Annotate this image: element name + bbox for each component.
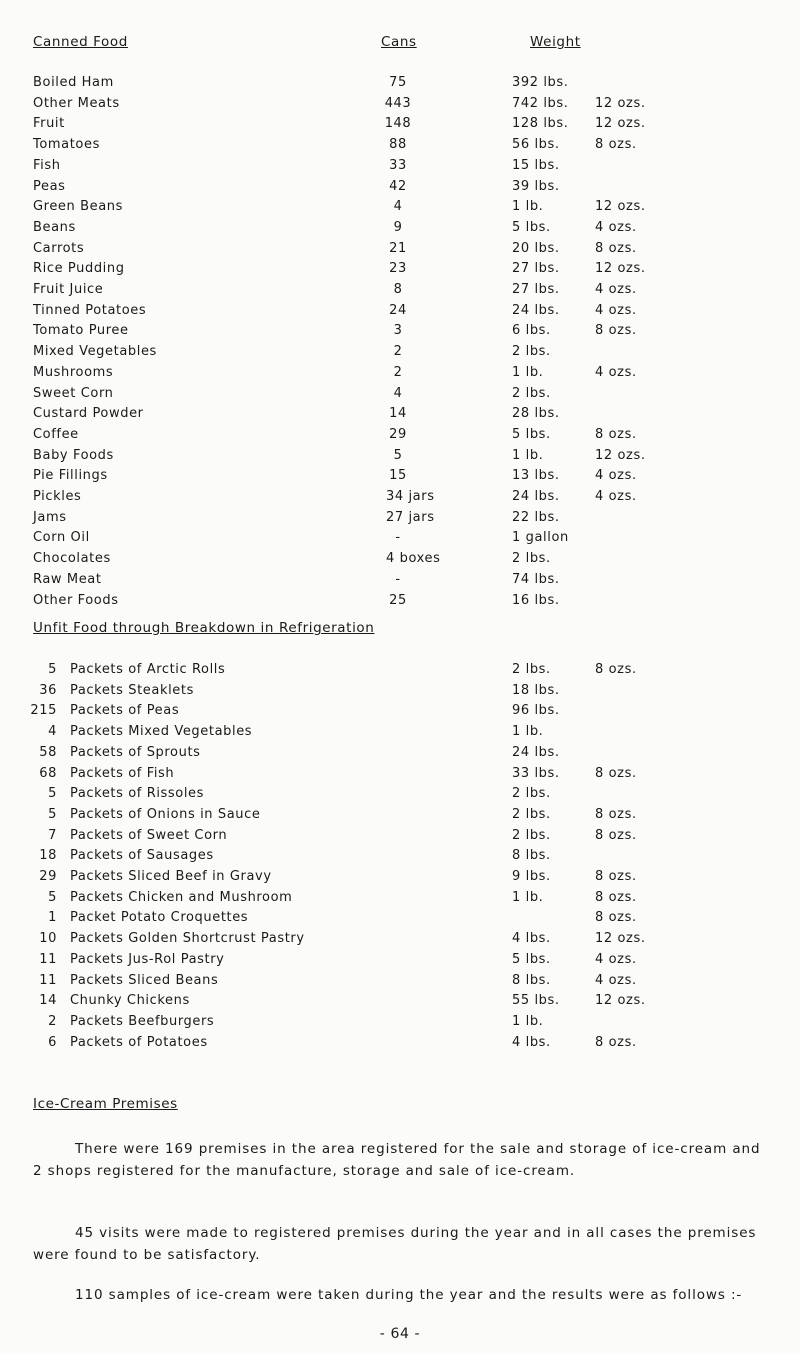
table-row — [0, 404, 800, 424]
weight-ozs: 12 ozs. — [595, 261, 646, 277]
cans-count: 88 — [389, 137, 407, 153]
food-item-name: Fruit — [33, 116, 65, 132]
table-row — [0, 1012, 800, 1032]
ice-cream-title: Ice-Cream Premises — [33, 1096, 178, 1112]
table-row — [0, 466, 800, 486]
table-row — [0, 280, 800, 300]
weight-lbs: 24 lbs. — [512, 744, 560, 760]
table-row — [0, 528, 800, 548]
packet-quantity: 6 — [48, 1034, 57, 1050]
cans-count: 34 jars — [386, 489, 435, 504]
cans-count: 4 — [393, 199, 403, 215]
weight-ozs: 8 ozs. — [595, 910, 637, 926]
weight-lbs: 55 lbs. — [512, 993, 560, 1009]
table-row — [0, 321, 800, 341]
weight-lbs: 27 lbs. — [512, 261, 560, 277]
table-row — [0, 722, 800, 742]
food-item-name: Mushrooms — [33, 364, 114, 380]
table-row — [0, 701, 800, 721]
packet-description: Packet Potato Croquettes — [70, 910, 249, 926]
food-item-name: Fruit Juice — [33, 282, 104, 297]
weight-lbs: 6 lbs. — [512, 323, 551, 339]
food-item-name: Peas — [33, 178, 66, 194]
cans-count: 4 — [393, 385, 403, 401]
food-item-name: Jams — [33, 509, 67, 525]
food-item-name: Beans — [33, 219, 76, 235]
packet-description: Packets of Sweet Corn — [70, 827, 228, 843]
weight-lbs: 5 lbs. — [512, 426, 551, 442]
weight-lbs: 1 lb. — [512, 199, 544, 215]
weight-lbs: 1 lb. — [512, 889, 544, 905]
food-item-name: Baby Foods — [33, 447, 114, 463]
food-item-name: Other Meats — [33, 95, 120, 111]
table-row — [0, 301, 800, 321]
weight-lbs: 22 lbs. — [512, 509, 560, 525]
cans-count: - — [395, 530, 401, 546]
weight-ozs: 12 ozs. — [595, 199, 646, 215]
table-row — [0, 805, 800, 825]
packet-description: Packets of Sprouts — [70, 744, 201, 760]
weight-lbs: 27 lbs. — [512, 282, 560, 297]
weight-lbs: 2 lbs. — [512, 786, 551, 802]
weight-lbs: 15 lbs. — [512, 157, 560, 173]
table-row — [0, 1033, 800, 1053]
cans-count: 14 — [389, 406, 407, 422]
table-row — [0, 549, 800, 569]
ice-cream-paragraph-2 — [33, 1222, 773, 1266]
weight-ozs: 8 ozs. — [595, 806, 637, 822]
weight-lbs: 4 lbs. — [512, 931, 551, 947]
weight-ozs: 8 ozs. — [595, 827, 637, 843]
packet-description: Packets of Fish — [70, 765, 175, 781]
cans-count: 23 — [389, 261, 407, 277]
cans-count: - — [395, 571, 401, 587]
food-item-name: Raw Meat — [33, 571, 102, 587]
weight-lbs: 20 lbs. — [512, 240, 560, 256]
table-row — [0, 239, 800, 259]
paragraph-text: 45 visits were made to registered premises during the year and in all cases the premises were found to be satisfactory. — [33, 1225, 757, 1263]
table-row — [0, 177, 800, 197]
weight-lbs: 13 lbs. — [512, 468, 560, 484]
ice-cream-paragraph-3 — [33, 1284, 773, 1306]
food-item-name: Tomato Puree — [33, 323, 129, 339]
cans-count: 24 — [389, 302, 407, 318]
table-row — [0, 784, 800, 804]
table-row — [0, 660, 800, 680]
table-row — [0, 867, 800, 887]
weight-ozs: 4 ozs. — [595, 364, 637, 380]
packet-quantity: 1 — [48, 910, 57, 926]
packet-description: Chunky Chickens — [70, 993, 190, 1009]
weight-ozs: 12 ozs. — [595, 116, 646, 132]
weight-ozs: 4 ozs. — [595, 219, 637, 235]
cans-count: 5 — [393, 447, 403, 463]
packet-description: Packets of Peas — [70, 703, 180, 719]
packet-description: Packets Jus-Rol Pastry — [70, 951, 225, 967]
food-item-name: Sweet Corn — [33, 385, 114, 401]
cans-count: 2 — [393, 344, 403, 360]
food-item-name: Tinned Potatoes — [33, 302, 147, 318]
table-row — [0, 570, 800, 590]
cans-count: 4 boxes — [386, 551, 441, 567]
table-row — [0, 929, 800, 949]
weight-lbs: 1 lb. — [512, 1013, 544, 1029]
weight-ozs: 12 ozs. — [595, 993, 646, 1009]
cans-count: 148 — [384, 116, 412, 132]
food-item-name: Custard Powder — [33, 406, 144, 422]
food-item-name: Carrots — [33, 240, 85, 256]
packet-description: Packets Sliced Beans — [70, 972, 219, 988]
weight-lbs: 2 lbs. — [512, 385, 551, 401]
ice-cream-paragraph-1 — [33, 1138, 773, 1182]
weight-lbs: 1 lb. — [512, 724, 544, 740]
food-item-name: Tomatoes — [33, 137, 100, 153]
header-cans: Cans — [381, 34, 417, 50]
weight-lbs: 2 lbs. — [512, 806, 551, 822]
table-row — [0, 950, 800, 970]
weight-lbs: 5 lbs. — [512, 951, 551, 967]
weight-lbs: 16 lbs. — [512, 592, 560, 608]
packet-quantity: 215 — [30, 703, 57, 719]
packet-quantity: 5 — [48, 889, 57, 905]
page-number: - 64 - — [379, 1326, 421, 1342]
packet-quantity: 36 — [39, 682, 57, 698]
packet-quantity: 7 — [48, 827, 57, 843]
packet-quantity: 10 — [39, 931, 57, 947]
table-row — [0, 487, 800, 507]
food-item-name: Coffee — [33, 426, 79, 442]
table-row — [0, 908, 800, 928]
packet-quantity: 68 — [39, 765, 57, 781]
table-row — [0, 681, 800, 701]
food-item-name: Pie Fillings — [33, 468, 108, 484]
packet-quantity: 11 — [39, 972, 57, 988]
weight-ozs: 8 ozs. — [595, 1034, 637, 1050]
packet-description: Packets of Sausages — [70, 848, 214, 864]
cans-count: 21 — [389, 240, 407, 256]
food-item-name: Corn Oil — [33, 530, 90, 546]
table-row — [0, 764, 800, 784]
cans-count: 42 — [389, 178, 407, 194]
food-item-name: Rice Pudding — [33, 261, 125, 277]
food-item-name: Green Beans — [33, 199, 123, 215]
weight-lbs: 28 lbs. — [512, 406, 560, 422]
weight-ozs: 8 ozs. — [595, 869, 637, 884]
weight-ozs: 12 ozs. — [595, 95, 646, 111]
packet-quantity: 5 — [48, 786, 57, 802]
weight-lbs: 2 lbs. — [512, 551, 551, 567]
packet-quantity: 5 — [48, 662, 57, 677]
food-item-name: Fish — [33, 157, 61, 173]
packet-description: Packets of Onions in Sauce — [70, 806, 261, 822]
food-item-name: Mixed Vegetables — [33, 344, 157, 360]
packet-quantity: 4 — [48, 724, 57, 740]
table-row — [0, 156, 800, 176]
packet-quantity: 18 — [39, 848, 57, 864]
packet-quantity: 5 — [48, 806, 57, 822]
weight-lbs: 2 lbs. — [512, 827, 551, 843]
packet-description: Packets Mixed Vegetables — [70, 724, 253, 740]
cans-count: 9 — [393, 219, 403, 235]
table-row — [0, 888, 800, 908]
food-item-name: Boiled Ham — [33, 75, 114, 90]
cans-count: 75 — [389, 75, 407, 90]
paragraph-text: There were 169 premises in the area registered for the sale and storage of ice-cream and 2 shops registered for the manufacture, storage and sale of ice-cream. — [33, 1141, 761, 1179]
weight-ozs: 8 ozs. — [595, 137, 637, 153]
table-row — [0, 114, 800, 134]
cans-count: 33 — [389, 157, 407, 173]
refrigeration-title: Unfit Food through Breakdown in Refrigeration — [33, 620, 375, 636]
weight-lbs: 1 lb. — [512, 364, 544, 380]
weight-lbs: 4 lbs. — [512, 1034, 551, 1050]
packet-description: Packets Beefburgers — [70, 1013, 215, 1029]
food-item-name: Chocolates — [33, 551, 111, 567]
cans-count: 27 jars — [386, 509, 435, 525]
packet-description: Packets of Rissoles — [70, 786, 205, 802]
weight-lbs: 742 lbs. — [512, 95, 569, 111]
table-row — [0, 342, 800, 362]
header-canned-food: Canned Food — [33, 34, 128, 50]
weight-ozs: 4 ozs. — [595, 302, 637, 318]
weight-lbs: 96 lbs. — [512, 703, 560, 719]
weight-lbs: 33 lbs. — [512, 765, 560, 781]
food-item-name: Pickles — [33, 489, 82, 504]
table-row — [0, 197, 800, 217]
header-weight: Weight — [530, 34, 581, 50]
cans-count: 8 — [393, 282, 403, 297]
weight-lbs: 24 lbs. — [512, 302, 560, 318]
cans-count: 25 — [389, 592, 407, 608]
weight-ozs: 4 ozs. — [595, 972, 637, 988]
weight-lbs: 24 lbs. — [512, 489, 560, 504]
paragraph-text: 110 samples of ice-cream were taken during the year and the results were as follows :- — [75, 1287, 743, 1303]
cans-count: 3 — [393, 323, 403, 339]
table-row — [0, 846, 800, 866]
packet-description: Packets Sliced Beef in Gravy — [70, 869, 272, 884]
table-row — [0, 218, 800, 238]
cans-count: 443 — [384, 95, 412, 111]
table-row — [0, 991, 800, 1011]
table-row — [0, 971, 800, 991]
weight-lbs: 1 lb. — [512, 447, 544, 463]
table-row — [0, 591, 800, 611]
packet-description: Packets Golden Shortcrust Pastry — [70, 931, 305, 947]
table-row — [0, 94, 800, 114]
packet-quantity: 14 — [39, 993, 57, 1009]
cans-count: 15 — [389, 468, 407, 484]
weight-lbs: 9 lbs. — [512, 869, 551, 884]
weight-lbs: 5 lbs. — [512, 219, 551, 235]
cans-count: 2 — [393, 364, 403, 380]
table-row — [0, 743, 800, 763]
weight-lbs: 74 lbs. — [512, 571, 560, 587]
weight-lbs: 56 lbs. — [512, 137, 560, 153]
packet-quantity: 58 — [39, 744, 57, 760]
weight-lbs: 8 lbs. — [512, 972, 551, 988]
table-row — [0, 446, 800, 466]
table-row — [0, 508, 800, 528]
weight-ozs: 8 ozs. — [595, 765, 637, 781]
cans-count: 29 — [389, 426, 407, 442]
table-row — [0, 384, 800, 404]
weight-ozs: 8 ozs. — [595, 323, 637, 339]
weight-lbs: 2 lbs. — [512, 344, 551, 360]
packet-quantity: 2 — [48, 1013, 57, 1029]
table-row — [0, 73, 800, 93]
table-row — [0, 259, 800, 279]
weight-ozs: 8 ozs. — [595, 662, 637, 677]
food-item-name: Other Foods — [33, 592, 119, 608]
weight-ozs: 8 ozs. — [595, 240, 637, 256]
packet-description: Packets of Potatoes — [70, 1034, 208, 1050]
weight-ozs: 8 ozs. — [595, 426, 637, 442]
weight-ozs: 12 ozs. — [595, 931, 646, 947]
weight-ozs: 12 ozs. — [595, 447, 646, 463]
packet-description: Packets Chicken and Mushroom — [70, 889, 293, 905]
table-row — [0, 135, 800, 155]
weight-lbs: 1 gallon — [512, 530, 569, 546]
packet-description: Packets Steaklets — [70, 682, 194, 698]
weight-lbs: 392 lbs. — [512, 75, 569, 90]
packet-description: Packets of Arctic Rolls — [70, 662, 226, 677]
weight-lbs: 128 lbs. — [512, 116, 569, 132]
table-row — [0, 425, 800, 445]
packet-quantity: 29 — [39, 869, 57, 884]
weight-ozs: 4 ozs. — [595, 282, 637, 297]
weight-lbs: 18 lbs. — [512, 682, 560, 698]
weight-lbs: 39 lbs. — [512, 178, 560, 194]
packet-quantity: 11 — [39, 951, 57, 967]
table-row — [0, 363, 800, 383]
weight-ozs: 4 ozs. — [595, 489, 637, 504]
weight-ozs: 4 ozs. — [595, 951, 637, 967]
weight-ozs: 4 ozs. — [595, 468, 637, 484]
weight-lbs: 8 lbs. — [512, 848, 551, 864]
weight-lbs: 2 lbs. — [512, 662, 551, 677]
table-row — [0, 826, 800, 846]
weight-ozs: 8 ozs. — [595, 889, 637, 905]
